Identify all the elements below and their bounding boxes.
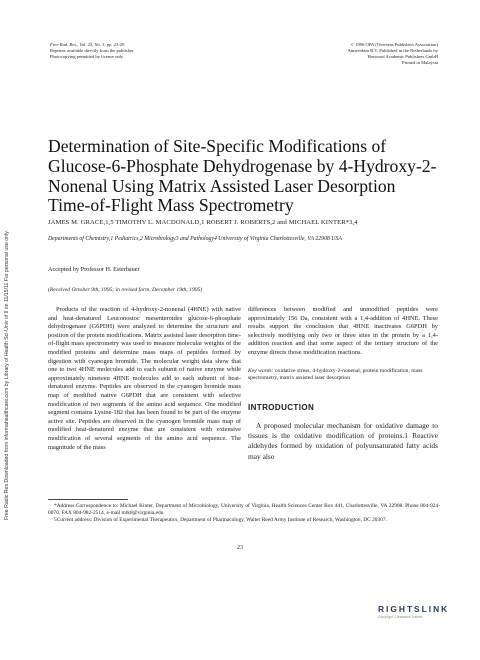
author-list: JAMES M. GRACE,1,5 TIMOTHY L. MACDONALD,1 ROBERT J. ROBERTS,2 and MICHAEL KINTER*3,4: [48, 219, 358, 226]
keywords-label: Key words:: [248, 368, 274, 374]
rightslink-logo: [378, 604, 468, 626]
correspondence-footnote: *Address Correspondence to: Michael Kinter, Department of Microbiology, University of Virginia, Health Sciences Center Box 441, Charlottesville, VA 22908. Phone 804-924-0070, FAX 804-982-2514, e-mail mtk8@virginia.edu: [48, 503, 440, 516]
publisher-header: [288, 42, 438, 66]
abstract-column-right: differences between modified and unmodified peptides were approximately 156 Da, consistent with a 1,4-addition of 4HNE. These results support the conclusion that 4HNE inactivates G6PDH by selectively modifying only two or three sites in the protein by a 1,4-addition reaction and that some aspect of the tertiary structure of the enzyme directs those modification reactions.: [248, 306, 438, 356]
keywords-text: oxidative stress, 4-hydroxy-2-nonenal, protein modification, mass spectrometry, matrix assisted laser desorption: [248, 368, 423, 382]
photocopy-line: Photocopying permitted by license only: [50, 54, 124, 59]
rightslink-logo-text: RIGHTSLINK: [378, 604, 450, 614]
page-number: 23: [237, 545, 243, 551]
received-dates: (Received October 9th, 1995; in revised form, December 19th, 1995): [48, 287, 203, 293]
affiliations: Departments of Chemistry,1 Pediatrics,2 Microbiology3 and Pathology4 University of Virginia Charlottesville, VA 22908 USA: [48, 236, 342, 242]
journal-citation-header: [50, 42, 220, 60]
abstract-column-left: Products of the reaction of 4-hydroxy-2-nonenal (4HNE) with native and heat-denatured Leuconostoc mesenteroides glucose-6-phosphate dehydrogenase (G6PDH) were analyzed to determine the structure and position of the protein modifications. Matrix assisted laser desorption time-of-flight mass spectrometry was used to measure molecular weights of the modified proteins and determine mass maps of peptides formed by digestion with cyanogen bromide. The molecular weight data show that one to two 4HNE molecules add to each subunit of native enzyme while approximately nineteen 4HNE molecules add to each subunit of heat-denatured enzyme. Peptides are observed in the cyanogen bromide mass map of modified native G6PDH that are consistent with selective modification of two segments of the amino acid sequence. One modified segment contains Lysine-182 that has been found to be part of the enzyme active site. Peptides are observed in the cyanogen bromide mass map of modified heat-denatured enzyme that are consistent with extensive modification of several segments of the amino acid sequence. The magnitude of the mass: [48, 306, 241, 451]
introduction-heading: INTRODUCTION: [248, 403, 315, 412]
printed-line: Printed in Malaysia: [402, 60, 438, 65]
rightslink-logo-subtext: Copyright Clearance Center: [378, 615, 423, 619]
publisher-line: Amsterdam B.V. Published in the Netherlands by: [347, 48, 438, 53]
paper-title: Determination of Site-Specific Modifications of Glucose-6-Phosphate Dehydrogenase by 4-Hydroxy-2-Nonenal Using Matrix Assisted Laser Desorption Time-of-Flight Mass Spectrometry: [48, 136, 437, 216]
current-address-footnote: 5Current address: Division of Experimental Therapeutics, Department of Pharmacology, Walter Reed Army Institute of Research, Washington, DC 20307.: [54, 517, 387, 523]
accepted-by: Accepted by Professor H. Esterbauer: [48, 266, 140, 273]
publisher-name-line: Harwood Academic Publishers GmbH: [367, 54, 438, 59]
keywords: [248, 368, 438, 383]
introduction-body: A proposed molecular mechanism for oxidative damage to tissues is the oxidative modification of proteins.1 Reactive aldehydes formed by oxidation of polyunsaturated fatty acids may also: [248, 421, 438, 461]
reprint-line: Reprints available directly from the publisher: [50, 48, 134, 53]
footnote-rule: [48, 499, 128, 500]
citation-line: Free Rad. Res., Vol. 25, No. 1, pp. 23-29: [50, 42, 125, 47]
download-side-note: Free Radic Res Downloaded from informahealthcare.com by Library of Health Sci-Univ of Il on 11/15/11 For personal use only.: [4, 230, 10, 520]
footnotes: [48, 503, 440, 524]
copyright-line: © 1996 OPA (Overseas Publishers Association): [350, 42, 438, 47]
